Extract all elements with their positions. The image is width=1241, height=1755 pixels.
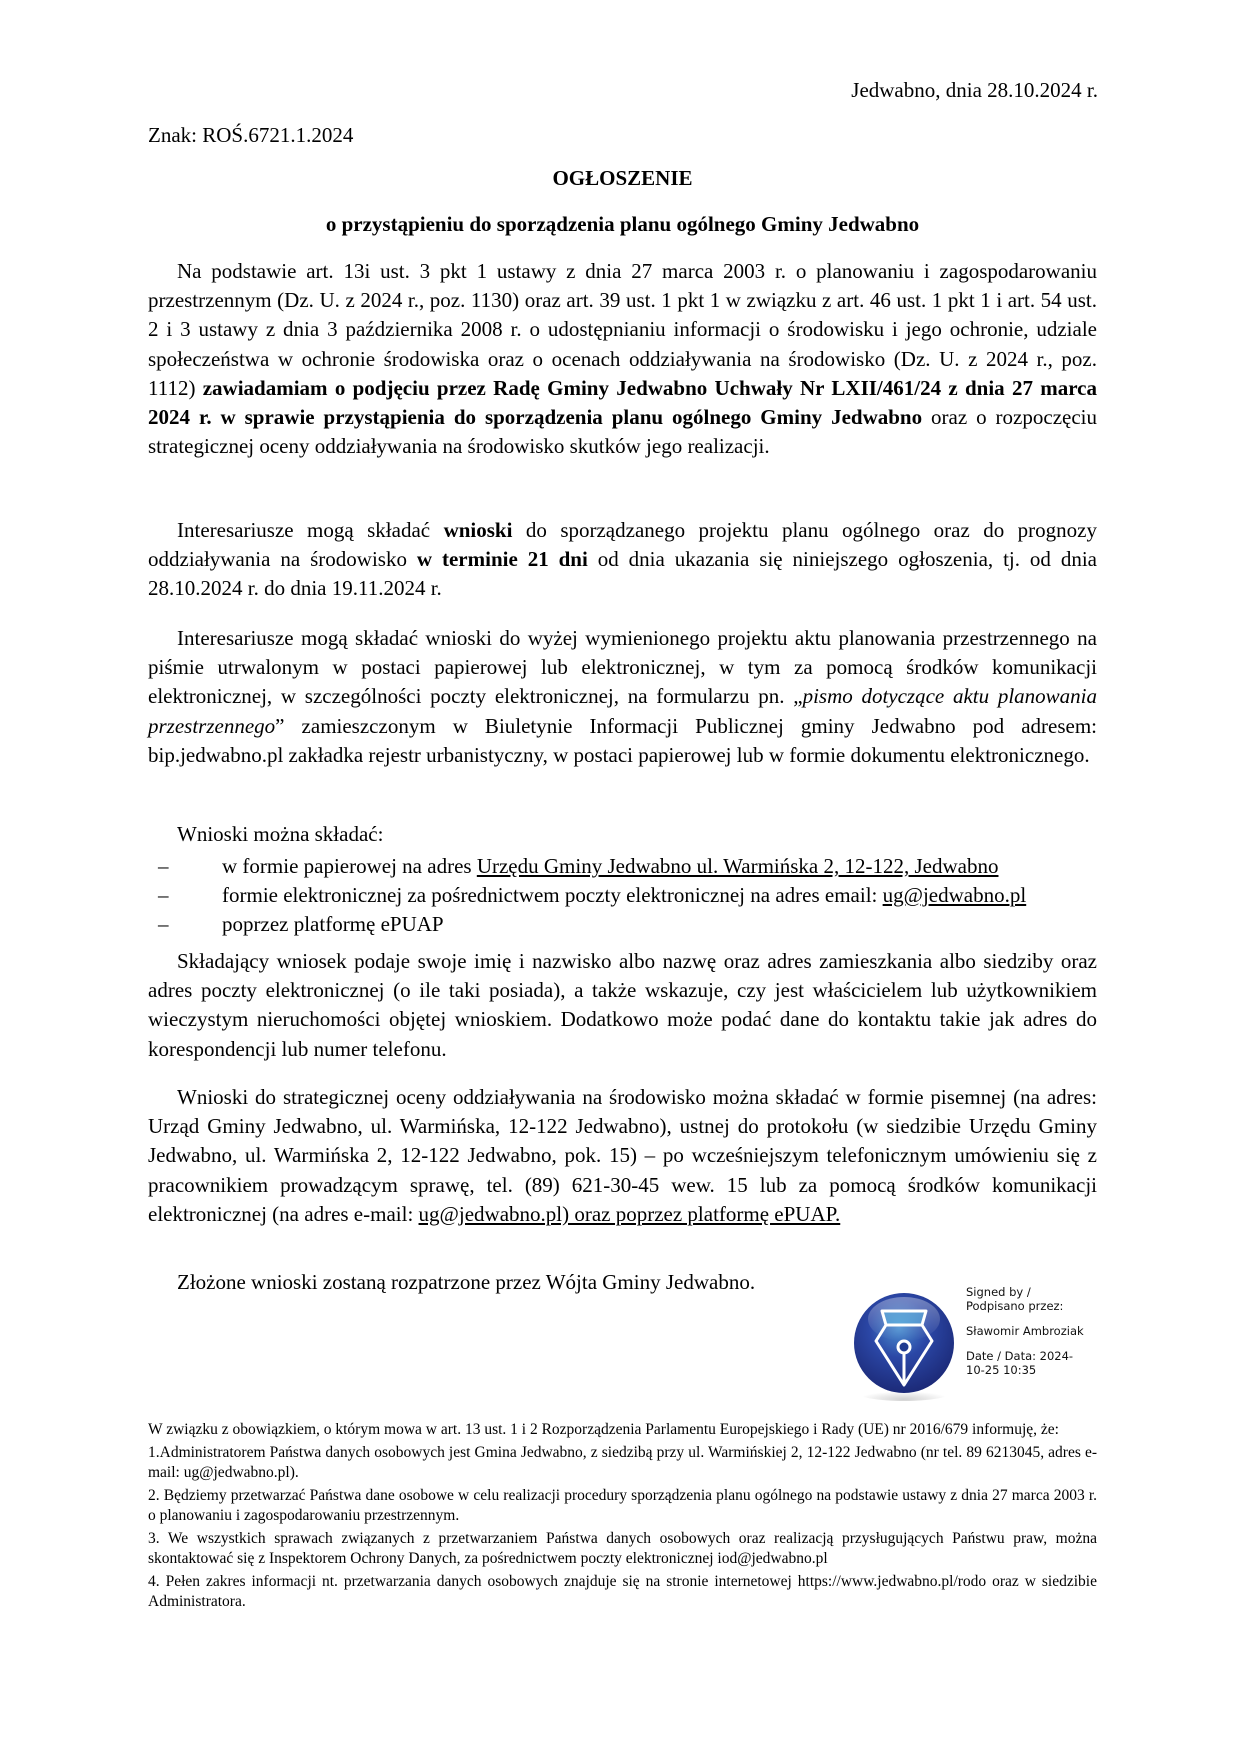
closing-sentence: Złożone wnioski zostaną rozpatrzone przez Wójta Gminy Jedwabno. — [177, 1270, 756, 1294]
text-span: ” zamieszczonym w Biuletynie Informacji Publicznej gminy Jedwabno pod adresem: bip.jedwabno.pl zakładka rejestr urbanistyczny, w postaci papierowej lub w formie dokumentu elektronicznego. — [148, 713, 1097, 767]
bold-term: w terminie 21 dni — [416, 547, 588, 572]
list-item-text: poprzez platformę ePUAP — [222, 912, 444, 936]
gdpr-item: 4. Pełen zakres informacji nt. przetwarzania danych osobowych znajduje się na stronie internetowej https://www.jedwabno.pl/rodo oraz w siedzibie Administratora. — [148, 1572, 1097, 1610]
paragraph-applicant-data: Składający wniosek podaje swoje imię i nazwisko albo nazwę oraz adres zamieszkania albo siedziby oraz adres poczty elektronicznej (o ile taki posiada), a także wskazuje, czy jest właścicielem lub użytkownikiem wieczystym nieruchomości objętej wnioskiem. Dodatkowo może podać dane do kontaktu takie jak adres do korespondencji lub numer telefonu. — [148, 949, 1097, 1061]
signature-date: Date / Data: 2024- — [966, 1349, 1074, 1363]
list-item — [148, 881, 1108, 910]
text-span: od dnia ukazania się niniejszego ogłoszenia, tj. od dnia 28.10.2024 r. do dnia 19.11.2024 r. — [148, 547, 1098, 601]
paragraph-deadline — [148, 516, 1097, 604]
dash-bullet: – — [158, 854, 169, 878]
list-item-text: formie elektronicznej za pośrednictwem poczty elektronicznej na adres email: — [222, 883, 883, 907]
signature-details — [966, 1285, 1084, 1377]
gdpr-intro: W związku z obowiązkiem, o którym mowa w art. 13 ust. 1 i 2 Rozporządzenia Parlamentu Europejskiego i Rady (UE) nr 2016/679 informuję, że: — [148, 1421, 1059, 1438]
list-item — [148, 852, 1108, 881]
digital-signature — [848, 1285, 1098, 1405]
document-subtitle: o przystąpieniu do sporządzenia planu ogólnego Gminy Jedwabno — [325, 212, 920, 236]
fountain-pen-icon — [848, 1289, 960, 1401]
italic-form-name: pismo dotyczące aktu planowania przestrzennego — [148, 684, 1098, 738]
gdpr-item: 2. Będziemy przetwarzać Państwa dane osobowe w celu realizacji procedury sporządzenia planu ogólnego na podstawie ustawy z dnia 27 marca 2003 r. o planowaniu i zagospodarowaniu przestrzennym. — [148, 1486, 1097, 1524]
text-span: do sporządzanego projektu planu ogólnego oraz do prognozy oddziaływania na środowisko — [148, 518, 1097, 572]
text-span: Interesariusze mogą składać — [177, 518, 444, 542]
paragraph-environmental-assessment — [148, 1083, 1097, 1229]
signed-by-label: Signed by / — [966, 1285, 1031, 1299]
email-epuap-link[interactable]: ug@jedwabno.pl) oraz poprzez platformę ePUAP. — [418, 1201, 841, 1226]
email-link[interactable]: ug@jedwabno.pl — [882, 883, 1027, 907]
text-span: oraz o rozpoczęciu strategicznej oceny oddziaływania na środowisko skutków jego realizacji. — [148, 405, 1097, 459]
submission-methods-list — [148, 852, 1108, 939]
text-span: Wnioski do strategicznej oceny oddziaływania na środowisko można składać w formie pisemnej (na adres: Urząd Gminy Jedwabno, ul. Warmińska, 12-122 Jedwabno), ustnej do protokołu (w siedzibie Urzędu Gminy Jedwabno, ul. Warmińska 2, 12-122 Jedwabno, pok. 15) – po wcześniejszym telefonicznym umówieniu się z pracownikiem prowadzącym sprawę, tel. (89) 621-30-45 wew. 15 lub za pomocą środków komunikacji elektronicznej (na adres e-mail: — [148, 1085, 1097, 1226]
signer-name: Sławomir Ambroziak — [966, 1324, 1084, 1338]
office-address-link[interactable]: Urzędu Gminy Jedwabno ul. Warmińska 2, 12-122, Jedwabno — [476, 854, 999, 878]
signature-time: 10-25 10:35 — [966, 1363, 1037, 1377]
list-item — [148, 910, 1108, 939]
gdpr-item: 3. We wszystkich sprawach związanych z przetwarzaniem Państwa danych osobowych oraz realizacją przysługujących Państwu praw, można skontaktować się z Inspektorem Ochrony Danych, za pośrednictwem poczty elektronicznej iod@jedwabno.pl — [148, 1529, 1097, 1567]
paragraph-legal-basis — [148, 257, 1097, 461]
text-span: Na podstawie art. 13i ust. 3 pkt 1 ustawy z dnia 27 marca 2003 r. o planowaniu i zagospodarowaniu przestrzennym (Dz. U. z 2024 r., poz. 1130) oraz art. 39 ust. 1 pkt 1 w związku z art. 46 ust. 1 pkt 1 i art. 54 ust. 2 i 3 ustawy z dnia 3 października 2008 r. o udostępnianiu informacji o środowisku i jego ochronie, udziale społeczeństwa w ochronie środowiska oraz o ocenach oddziaływania na środowisko (Dz. U. z 2024 r., poz. 1112) — [148, 259, 1097, 400]
dash-bullet: – — [158, 912, 169, 936]
list-lead: Wnioski można składać: — [177, 822, 384, 846]
gdpr-item: 1.Administratorem Państwa danych osobowych jest Gmina Jedwabno, z siedzibą przy ul. Warmińskiej 2, 12-122 Jedwabno (nr tel. 89 6213045, adres e-mail: ug@jedwabno.pl). — [148, 1443, 1097, 1481]
dash-bullet: – — [158, 883, 169, 907]
reference-number: Znak: ROŚ.6721.1.2024 — [148, 123, 354, 147]
paragraph-submission-form — [148, 624, 1097, 770]
place-and-date: Jedwabno, dnia 28.10.2024 r. — [851, 78, 1098, 102]
text-span: Interesariusze mogą składać wnioski do wyżej wymienionego projektu aktu planowania przestrzennego na piśmie utrwalonym w postaci papierowej lub elektronicznej, w tym za pomocą środków komunikacji elektronicznej, w szczególności poczty elektronicznej, na formularzu pn. „ — [148, 626, 1097, 709]
bold-wnioski: wnioski — [443, 518, 513, 542]
gdpr-notice — [148, 1420, 1097, 1615]
signed-by-label-pl: Podpisano przez: — [966, 1299, 1064, 1313]
document-title: OGŁOSZENIE — [552, 166, 693, 190]
bold-notice: zawiadamiam o podjęciu przez Radę Gminy Jedwabno Uchwały Nr LXII/461/24 z dnia 27 marca 2024 r. w sprawie przystąpienia do sporządzenia planu ogólnego Gminy Jedwabno — [148, 375, 1097, 430]
list-item-text: w formie papierowej na adres — [222, 854, 477, 878]
